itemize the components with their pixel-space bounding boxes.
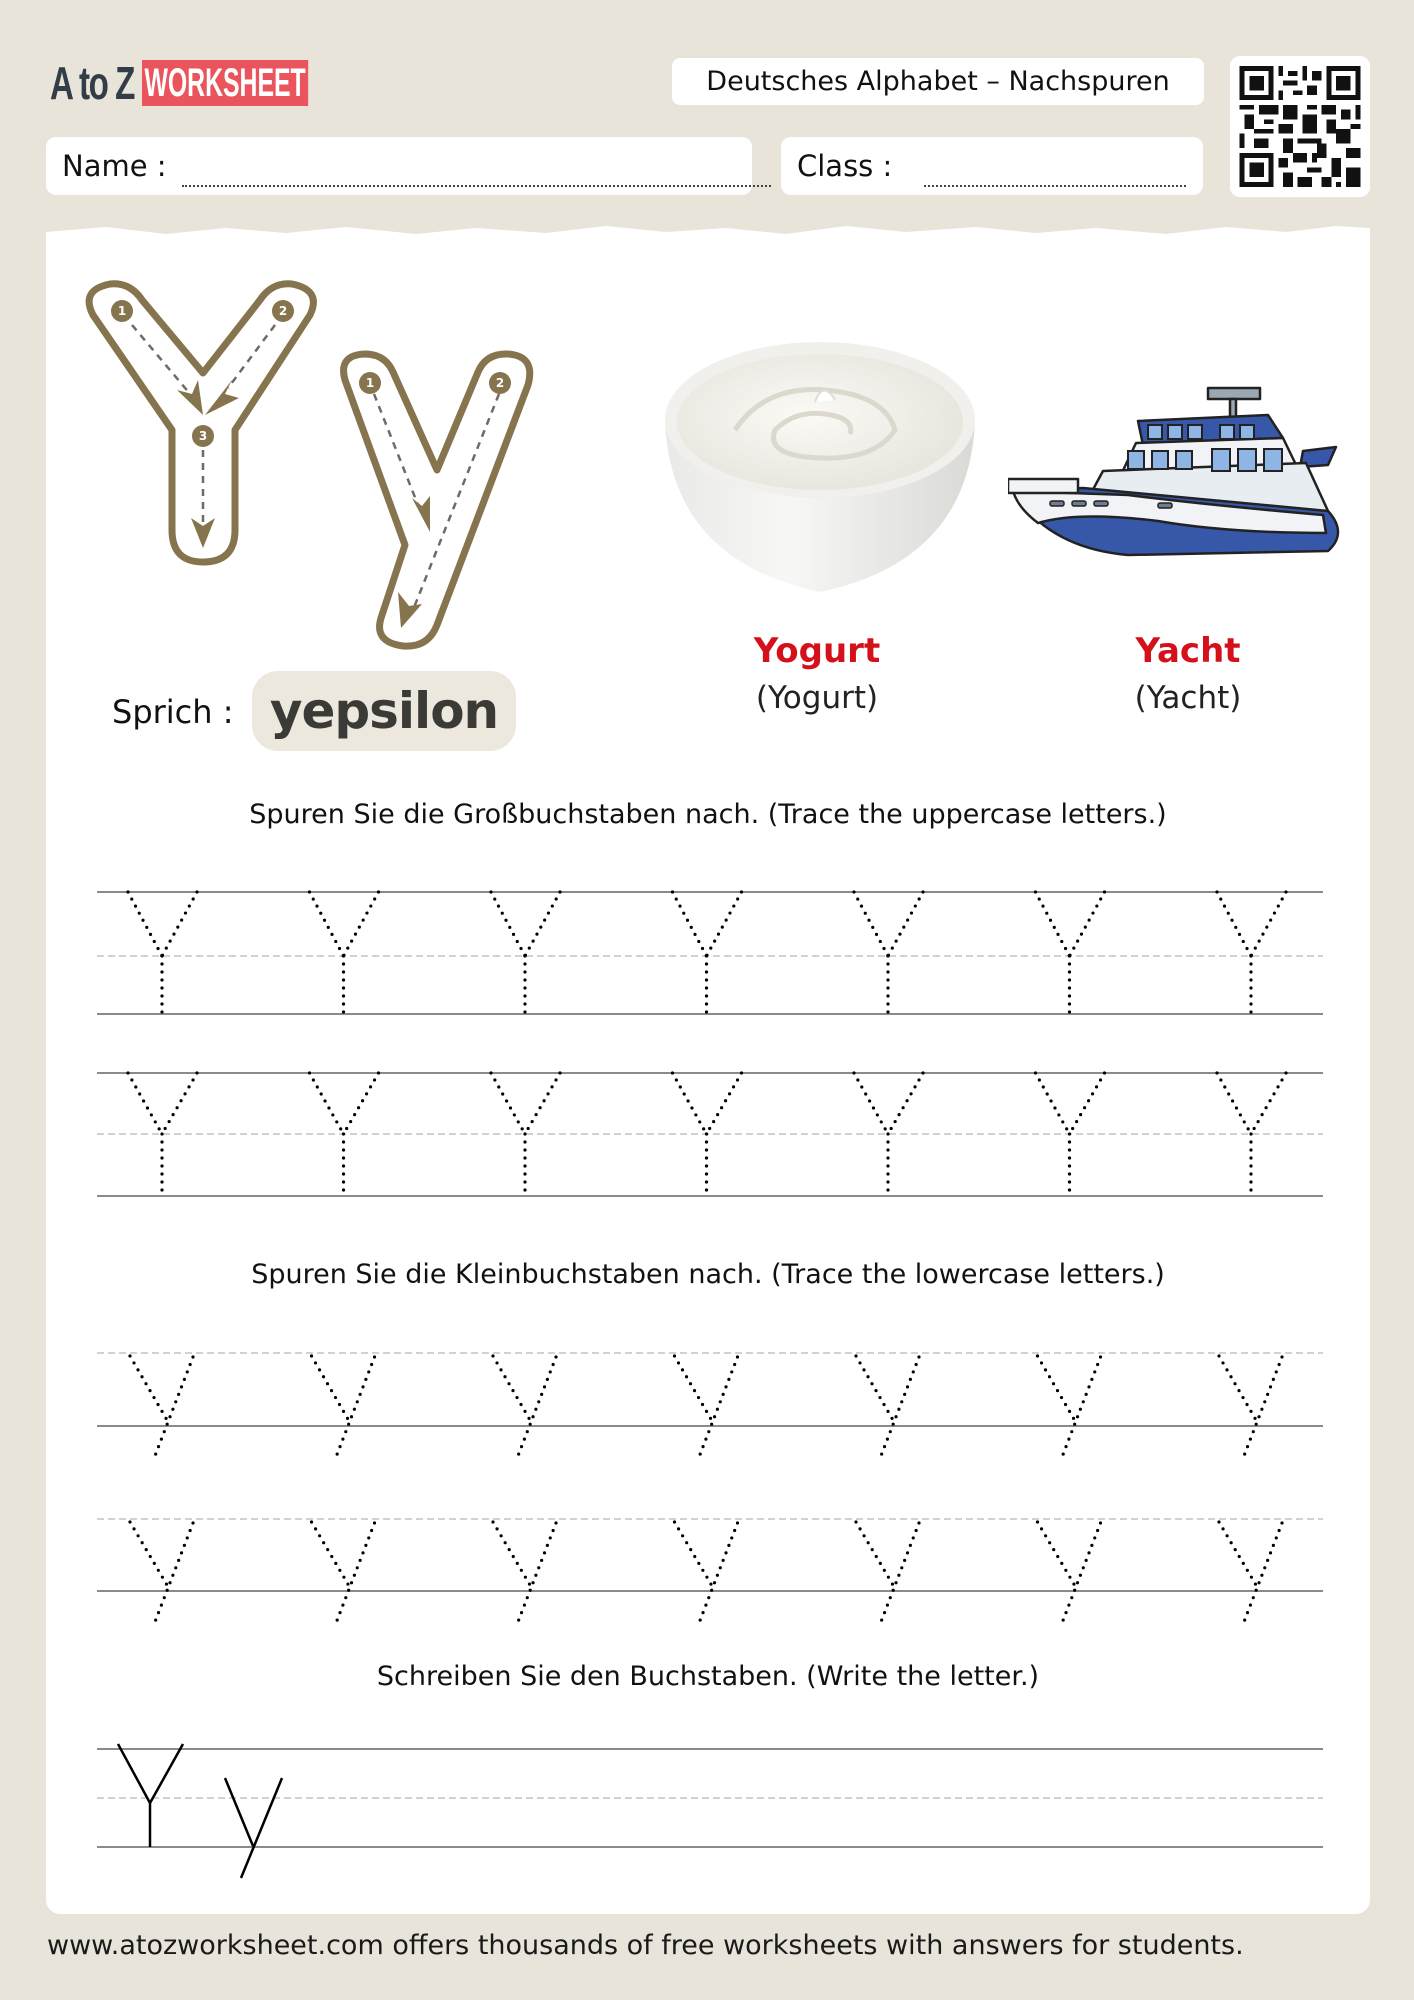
site-logo[interactable] bbox=[44, 50, 404, 116]
yogurt-bowl-image bbox=[655, 330, 985, 600]
sprich-label: Sprich : bbox=[112, 693, 234, 731]
stroke-number: 2 bbox=[495, 376, 505, 390]
write-letter-heading: Schreiben Sie den Buchstaben. (Write the letter.) bbox=[376, 1661, 1040, 1692]
lowercase-y-outline bbox=[344, 354, 530, 646]
pronunciation-text: yepsilon bbox=[269, 682, 499, 740]
word-yogurt: Yogurt bbox=[753, 631, 881, 671]
word-yacht-translation: (Yacht) bbox=[1134, 680, 1242, 716]
stroke-number: 1 bbox=[117, 304, 127, 318]
name-input-line[interactable] bbox=[182, 185, 771, 187]
lowercase-trace-heading: Spuren Sie die Kleinbuchstaben nach. (Trace the lowercase letters.) bbox=[251, 1259, 1165, 1290]
class-input-line[interactable] bbox=[924, 185, 1186, 187]
worksheet-title bbox=[672, 58, 1204, 105]
worksheet-title-text: Deutsches Alphabet – Nachspuren bbox=[706, 66, 1170, 97]
letter-trace-guide bbox=[60, 260, 560, 660]
class-label: Class : bbox=[797, 149, 893, 183]
yacht-image bbox=[1008, 383, 1358, 563]
stroke-number: 1 bbox=[365, 376, 375, 390]
footer-note bbox=[47, 1930, 1244, 1961]
uppercase-y-outline bbox=[89, 284, 313, 562]
logo-brand-right: WORKSHEET bbox=[142, 60, 308, 106]
qr-code-icon bbox=[1230, 56, 1370, 197]
word-yacht: Yacht bbox=[1135, 631, 1241, 671]
uppercase-trace-heading: Spuren Sie die Großbuchstaben nach. (Trace the uppercase letters.) bbox=[249, 799, 1167, 830]
name-label: Name : bbox=[62, 149, 167, 183]
stroke-number: 3 bbox=[198, 429, 208, 443]
footer-text: offers thousands of free worksheets with answers for students. bbox=[383, 1930, 1244, 1961]
logo-brand-left: A to Z bbox=[50, 57, 134, 109]
stroke-number: 2 bbox=[278, 304, 288, 318]
class-field[interactable] bbox=[781, 137, 1203, 195]
footer-site-link[interactable]: www.atozworksheet.com bbox=[47, 1930, 384, 1961]
name-field[interactable] bbox=[46, 137, 752, 195]
torn-edge-decoration bbox=[46, 214, 1370, 244]
pronunciation-badge bbox=[252, 671, 516, 751]
qr-code[interactable] bbox=[1230, 56, 1370, 197]
word-yogurt-translation: (Yogurt) bbox=[755, 680, 879, 716]
